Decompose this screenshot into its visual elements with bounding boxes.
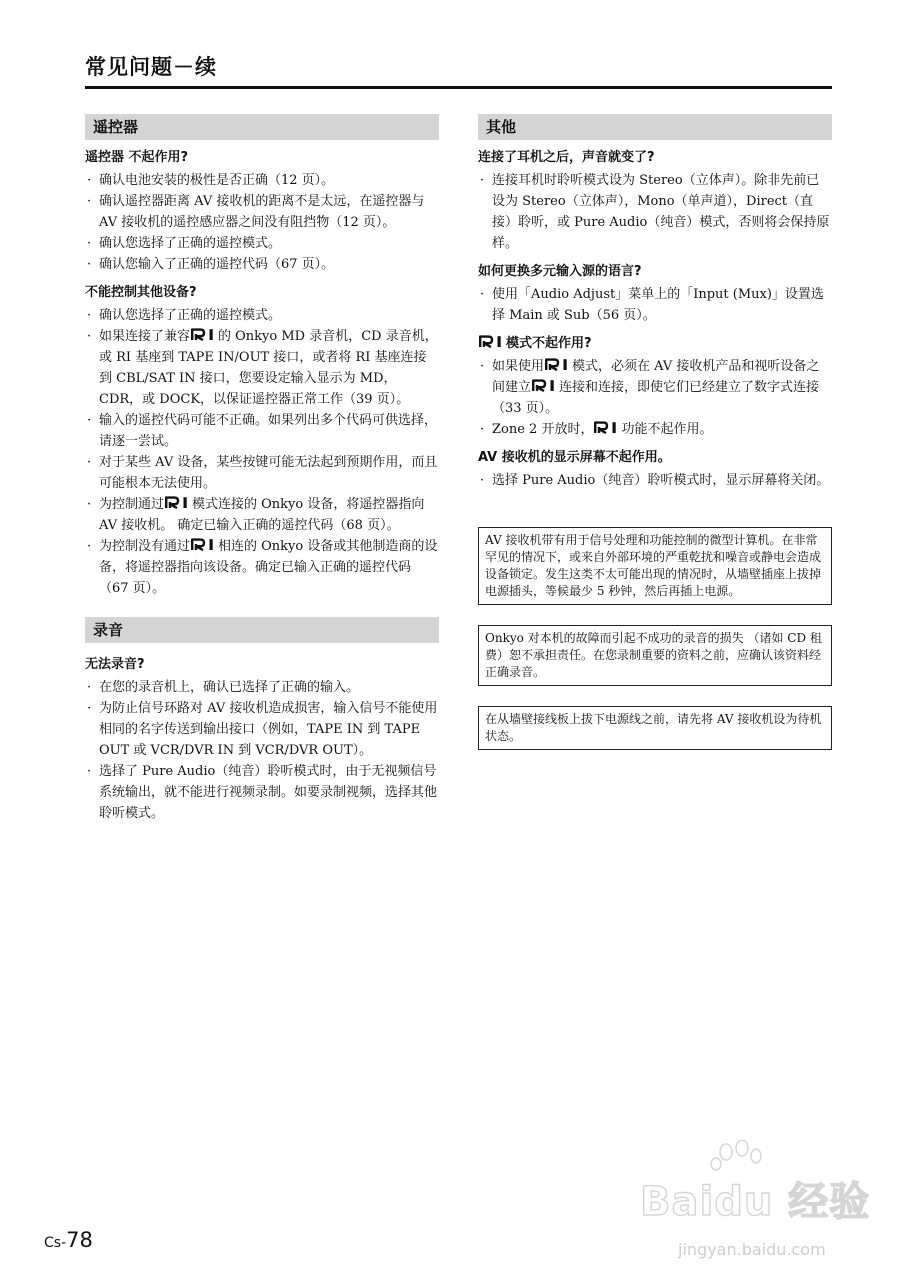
list-item [478,356,832,419]
list-item [85,326,439,410]
question-multiplex-language: 如何更换多元输入源的语言? [478,264,642,279]
item-text: 相连的 Onkyo 设备或其他制造商的设备，将遥控器指向该设备。确定已输入正确的遥控代码（67 页）。 [99,539,438,596]
question-display: AV 接收机的显示屏幕不起作用。 [478,450,671,465]
ri-logo-icon [165,496,191,509]
baidu-watermark [640,1140,890,1280]
note-box-microcomputer: AV 接收机带有用于信号处理和功能控制的微型计算机。在非常罕见的情况下，或来自外部环境的严重乾扰和噪音或静电会造成设备锁定。发生这类不太可能出现的情况时，从墙壁插座上拔掉电源插头，等候最少 5 秒钟，然后再插上电源。 [478,527,832,605]
page-prefix: Cs- [44,1235,67,1251]
answer-list [85,677,439,824]
list-item [85,494,439,536]
list-item: · 输入的遥控代码可能不正确。如果列出多个代码可供选择，请逐一尝试。 [85,410,439,452]
watermark-url: jingyan.baidu.com [678,1240,826,1259]
item-text: Zone 2 开放时， [492,422,594,437]
answer-list [478,356,832,440]
page-header [85,52,832,89]
ri-logo-icon [594,421,620,434]
item-text: 为控制没有通过 [99,539,191,554]
list-item: · 使用「Audio Adjust」菜单上的「Input (Mux)」设置选择 Main 或 Sub（56 页）。 [478,284,832,326]
answer-list [478,470,832,491]
item-text: 如果使用 [492,359,545,374]
ri-logo-icon [191,328,217,341]
page-number [44,1228,93,1252]
right-column [478,114,832,750]
list-item: · 选择了 Pure Audio（纯音）聆听模式时，由于无视频信号系统输出，就不能进行视频录制。如要录制视频，选择其他聆听模式。 [85,761,439,824]
question-remote-not-working: 遥控器 不起作用? [85,150,189,165]
ri-logo-icon [479,335,505,348]
question-cannot-record: 无法录音? [85,657,145,672]
answer-list [85,170,439,275]
answer-list [85,305,439,599]
answer-list [478,284,832,326]
list-item: · 在您的录音机上，确认已选择了正确的输入。 [85,677,439,698]
item-text: 模式连接的 Onkyo 设备，将遥控器指向 AV 接收机。 确定已输入正确的遥控代码（68 页）。 [99,497,425,533]
list-item: · 对于某些 AV 设备，某些按键可能无法起到预期作用，而且可能根本无法使用。 [85,452,439,494]
list-item [85,536,439,599]
list-item: · 确认您输入了正确的遥控代码（67 页）。 [85,254,439,275]
section-heading-recording: 录音 [85,617,439,643]
page-title: 常见问题－续 [85,55,217,79]
list-item: · 选择 Pure Audio（纯音）聆听模式时，显示屏幕将关闭。 [478,470,832,491]
ri-logo-icon [532,379,558,392]
list-item [478,419,832,440]
list-item: · 确认电池安装的极性是否正确（12 页）。 [85,170,439,191]
item-text: 连接和连接，即使它们已经建立了数字式连接（33 页）。 [492,380,820,416]
watermark-logo: Baidu 经验 [640,1179,871,1225]
item-text: 功能不起作用。 [621,422,713,437]
item-text: 如果连接了兼容 [99,329,191,344]
answer-list [478,170,832,254]
list-item: · 确认遥控器距离 AV 接收机的距离不是太远，在遥控器与 AV 接收机的遥控感应器之间没有阻挡物（12 页）。 [85,191,439,233]
section-heading-remote: 遥控器 [85,114,439,140]
ri-logo-icon [545,358,571,371]
list-item: · 连接耳机时聆听模式设为 Stereo（立体声）。除非先前已设为 Stereo（立体声），Mono（单声道），Direct（直接）聆听，或 Pure Audio（纯音）模式，否则将会保持原样。 [478,170,832,254]
question-ri-mode [478,334,832,354]
question-cannot-control-other: 不能控制其他设备? [85,285,197,300]
section-heading-other: 其他 [478,114,832,140]
item-text: 为控制通过 [99,497,165,512]
left-column [85,114,439,824]
list-item: · 为防止信号环路对 AV 接收机造成损害，输入信号不能使用相同的名字传送到输出接口（例如，TAPE IN 到 TAPE OUT 或 VCR/DVR IN 到 VCR/DVR OUT）。 [85,698,439,761]
item-text: 模式，必须在 AV 接收机产品和视听设备之间建立 [492,359,820,395]
page-number-value: 78 [66,1228,93,1252]
list-item: · 确认您选择了正确的遥控模式。 [85,305,439,326]
ri-logo-icon [191,538,217,551]
question-headphones: 连接了耳机之后，声音就变了? [478,150,655,165]
question-text: 模式不起作用? [506,336,592,351]
item-text: 的 Onkyo MD 录音机，CD 录音机，或 RI 基座到 TAPE IN/OUT 接口，或者将 RI 基座连接到 CBL/SAT IN 接口，您要设定输入显示为 MD，CDR，或 DOCK，以保证遥控器正常工作（39 页）。 [99,329,438,407]
note-box-standby: 在从墙壁接线板上拔下电源线之前，请先将 AV 接收机设为待机状态。 [478,706,832,750]
list-item: · 确认您选择了正确的遥控模式。 [85,233,439,254]
note-box-liability: Onkyo 对本机的故障而引起不成功的录音的损失 （诸如 CD 租费）恕不承担责任。在您录制重要的资料之前，应确认该资料经正确录音。 [478,625,832,686]
